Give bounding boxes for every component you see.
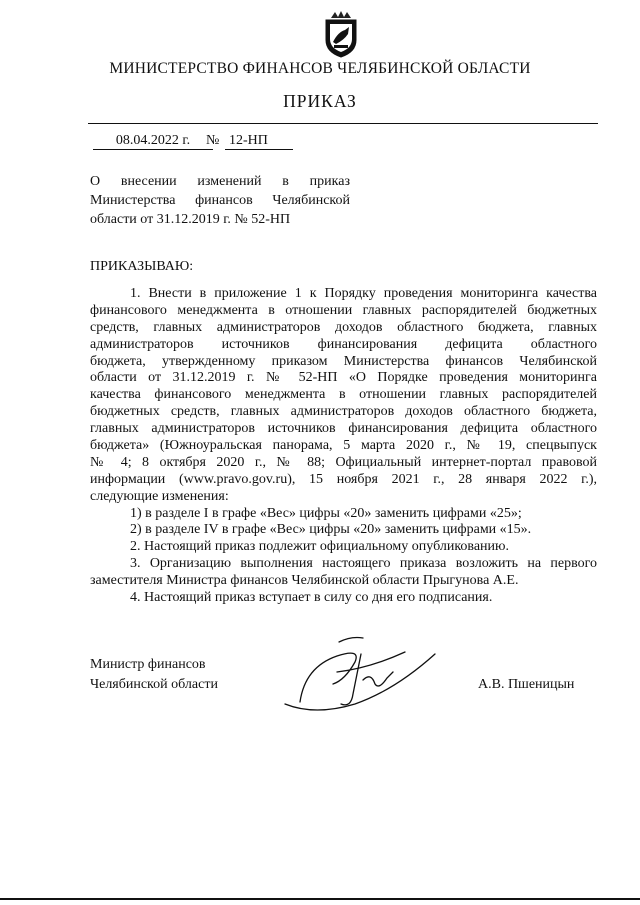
document-date: 08.04.2022 г. [93, 133, 213, 150]
order-heading: ПРИКАЗЫВАЮ: [90, 259, 194, 274]
header-divider [88, 123, 598, 124]
body-line: № 4; 8 октября 2020 г., № 88; Официальный интернет-портал правовой [90, 454, 597, 470]
page-bottom-edge [0, 898, 640, 900]
ministry-name: МИНИСТЕРСТВО ФИНАНСОВ ЧЕЛЯБИНСКОЙ ОБЛАСТИ [109, 60, 531, 77]
body-line: 2. Настоящий приказ подлежит официальному опубликованию. [130, 539, 509, 555]
body-line: области от 31.12.2019 г. № 52-НП «О Порядке проведения мониторинга [90, 370, 597, 386]
body-line: заместителя Министра финансов Челябинской области Прыгунова А.Е. [90, 573, 519, 589]
body-line: информации (www.pravo.gov.ru), 15 ноября 2021 г., 28 января 2022 г.), [90, 471, 597, 487]
signer-name: А.В. Пшеницын [478, 677, 575, 692]
body-line: 3. Организацию выполнения настоящего приказа возложить на первого [130, 556, 597, 572]
subject-line: Министерства финансов Челябинской [90, 193, 350, 208]
body-line: бюджета, утвержденному приказом Министерства финансов Челябинской [90, 353, 597, 369]
document-type: ПРИКАЗ [283, 91, 357, 111]
body-line: качества финансового менеджмента в отношении главных распорядителей [90, 387, 597, 403]
body-line: 2) в разделе IV в графе «Вес» цифры «20» заменить цифрами «15». [130, 522, 532, 538]
signer-title-line-2: Челябинской области [90, 677, 218, 692]
body-line: главных администраторов источников финансирования дефицита областного [90, 421, 597, 437]
subject-line: области от 31.12.2019 г. № 52-НП [90, 212, 291, 227]
body-line: средств, главных администраторов доходов областного бюджета, главных [90, 319, 597, 335]
body-line: финансового менеджмента в отношении главных распорядителей бюджетных [90, 302, 597, 318]
number-label: № [206, 133, 220, 148]
body-line: бюджета» (Южноуральская панорама, 5 марта 2020 г., № 19, спецвыпуск [90, 438, 597, 454]
subject-line: О внесении изменений в приказ [90, 174, 350, 189]
body-line: следующие изменения: [90, 488, 229, 504]
document-subject [90, 172, 350, 229]
body-line: 4. Настоящий приказ вступает в силу со дня его подписания. [130, 590, 493, 606]
order-body [90, 286, 597, 607]
handwritten-signature [275, 632, 450, 722]
body-line: 1) в разделе I в графе «Вес» цифры «20» заменить цифрами «25»; [130, 505, 522, 521]
signer-title-line-1: Министр финансов [90, 657, 206, 672]
body-line: бюджетных средств, главных администраторов доходов областного бюджета, [90, 404, 597, 420]
body-line: администраторов источников финансирования дефицита областного [90, 336, 597, 352]
body-line: 1. Внести в приложение 1 к Порядку проведения мониторинга качества [130, 286, 597, 301]
coat-of-arms-icon [318, 10, 364, 58]
document-number: 12-НП [225, 133, 293, 150]
